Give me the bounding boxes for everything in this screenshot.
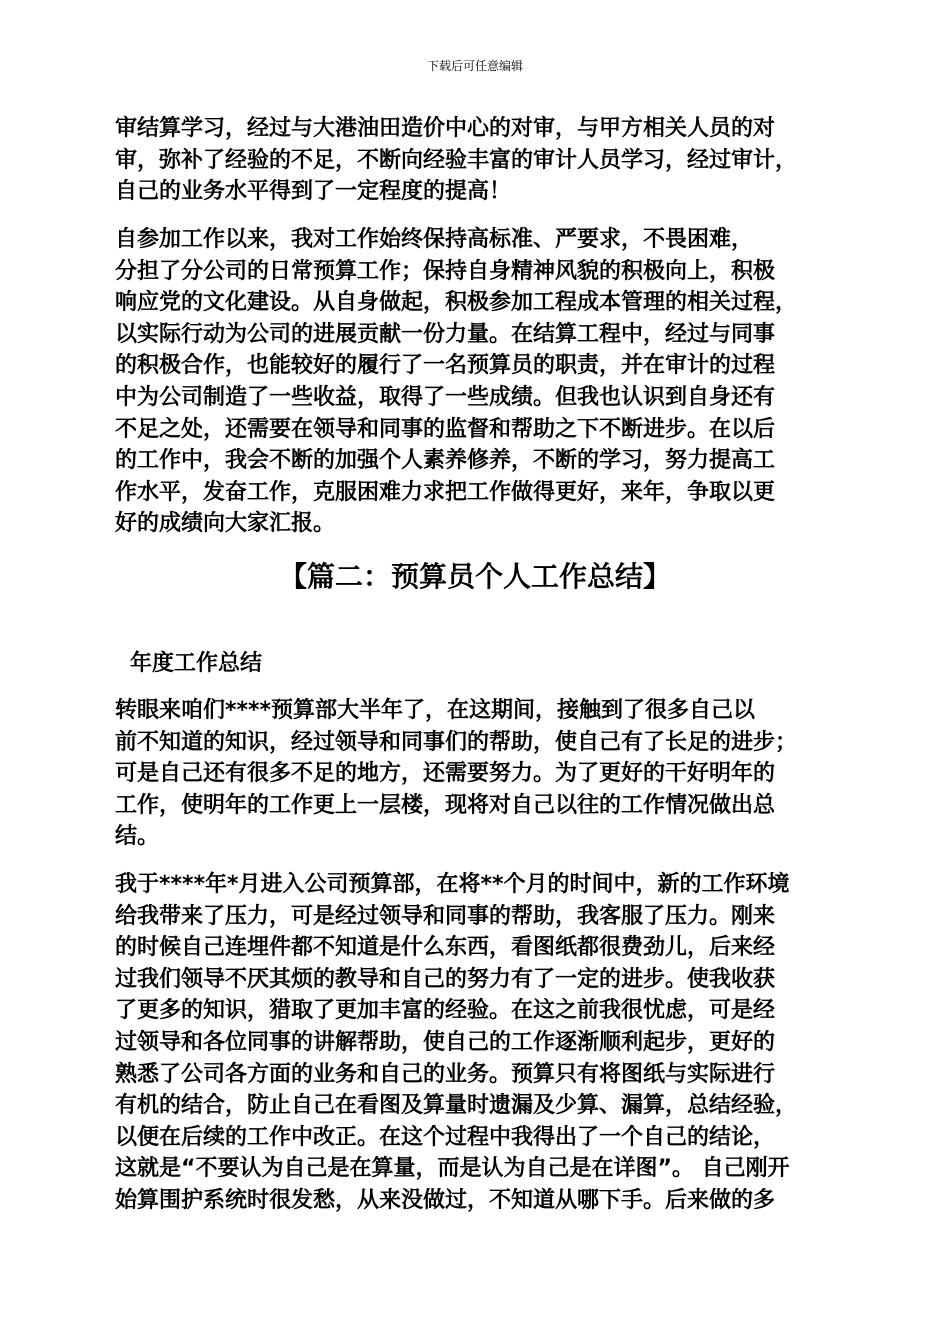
paragraph-line: 我于****年*月进入公司预算部，在将**个月的时间中，新的工作环境 — [115, 872, 790, 897]
paragraph-line: 前不知道的知识，经过领导和同事们的帮助，使自己有了长足的进步； — [115, 729, 798, 755]
paragraph-line: 转眼来咱们****预算部大半年了，在这期间，接触到了很多自己以 — [115, 698, 756, 723]
paragraph-line: 中为公司制造了一些收益，取得了一些成绩。但我也认识到自身还有 — [115, 384, 776, 410]
paragraph-line: 审结算学习，经过与大港油田造价中心的对审，与甲方相关人员的对 — [115, 116, 776, 141]
paragraph-4 — [115, 869, 845, 1217]
paragraph-line: 不足之处，还需要在领导和同事的监督和帮助之下不断进步。在以后 — [115, 416, 776, 442]
section-title: 【篇二：预算员个人工作总结】 — [278, 560, 671, 593]
paragraph-line: 过我们领导不厌其烦的教导和自己的努力有了一定的进步。使我收获 — [115, 966, 776, 992]
paragraph-line: 的时候自己连埋件都不知道是什么东西，看图纸都很费劲儿，后来经 — [115, 935, 776, 961]
paragraph-2 — [115, 224, 845, 540]
paragraph-line: 结。 — [115, 824, 160, 850]
paragraph-line: 的工作中，我会不断的加强个人素养修养，不断的学习，努力提高工 — [115, 448, 776, 474]
paragraph-line: 可是自己还有很多不足的地方，还需要努力。为了更好的干好明年的 — [115, 761, 776, 787]
page-header-note: 下载后可任意编辑 — [426, 59, 523, 73]
paragraph-line: 以实际行动为公司的进展贡献一份力量。在结算工程中，经过与同事 — [115, 321, 776, 347]
paragraph-line: 响应党的文化建设。从自身做起，积极参加工程成本管理的相关过程， — [115, 290, 798, 316]
paragraph-line: 了更多的知识，猎取了更加丰富的经验。在这之前我很忧虑，可是经 — [115, 998, 776, 1024]
paragraph-1 — [115, 113, 845, 208]
paragraph-line: 工作，使明年的工作更上一层楼，现将对自己以往的工作情况做出总 — [115, 792, 776, 818]
paragraph-line: 始算围护系统时很发愁，从来没做过，不知道从哪下手。后来做的多 — [115, 1187, 776, 1213]
paragraph-line: 以便在后续的工作中改正。在这个过程中我得出了一个自己的结论， — [115, 1124, 776, 1150]
paragraph-line: 作水平，发奋工作，克服困难力求把工作做得更好，来年，争取以更 — [115, 479, 776, 505]
paragraph-line: 自己的业务水平得到了一定程度的提高！ — [115, 179, 512, 205]
paragraph-line: 熟悉了公司各方面的业务和自己的业务。预算只有将图纸与实际进行 — [115, 1061, 776, 1087]
paragraph-line: 自参加工作以来，我对工作始终保持高标准、严要求，不畏困难， — [115, 227, 754, 252]
paragraph-line: 分担了分公司的日常预算工作；保持自身精神风貌的积极向上，积极 — [115, 258, 776, 284]
paragraph-line: 给我带来了压力，可是经过领导和同事的帮助，我客服了压力。刚来 — [115, 903, 776, 929]
paragraph-line: 这就是“不要认为自己是在算量，而是认为自己是在详图”。 自己刚开 — [115, 1156, 790, 1182]
paragraph-line: 审，弥补了经验的不足，不断向经验丰富的审计人员学习，经过审计， — [115, 147, 798, 173]
paragraph-line: 的积极合作，也能较好的履行了一名预算员的职责，并在审计的过程 — [115, 353, 776, 379]
paragraph-3 — [115, 695, 845, 853]
paragraph-line: 好的成绩向大家汇报。 — [115, 511, 336, 537]
paragraph-line: 有机的结合，防止自己在看图及算量时遗漏及少算、漏算，总结经验， — [115, 1093, 798, 1119]
paragraph-line: 过领导和各位同事的讲解帮助，使自己的工作逐渐顺利起步，更好的 — [115, 1029, 776, 1055]
section-subheading: 年度工作总结 — [130, 651, 263, 676]
